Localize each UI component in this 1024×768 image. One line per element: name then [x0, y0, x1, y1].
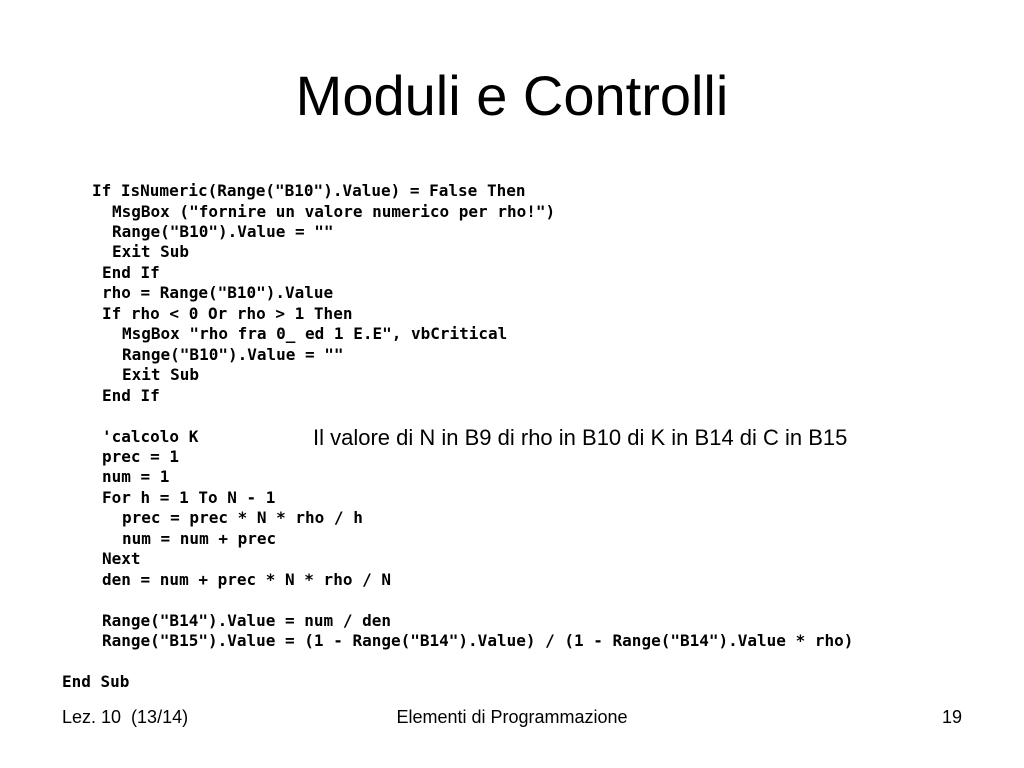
- code-line: Range("B14").Value = num / den: [102, 611, 391, 630]
- footer-lecture-info: Lez. 10 (13/14): [62, 707, 189, 727]
- code-line: rho = Range("B10").Value: [102, 283, 334, 302]
- slide-title: Moduli e Controlli: [295, 64, 729, 127]
- code-line: MsgBox ("fornire un valore numerico per rho!"): [112, 202, 556, 221]
- code-line: End If: [102, 263, 160, 282]
- code-line: Range("B15").Value = (1 - Range("B14").Value) / (1 - Range("B14").Value * rho): [102, 631, 854, 650]
- code-line: MsgBox "rho fra 0_ ed 1 E.E", vbCritical: [122, 324, 508, 343]
- code-line: num = 1: [102, 467, 170, 486]
- footer-course-title: Elementi di Programmazione: [396, 707, 628, 727]
- code-line: End If: [102, 386, 160, 405]
- code-line: If rho < 0 Or rho > 1 Then: [102, 304, 353, 323]
- footer-page-number: 19: [941, 707, 962, 727]
- code-line: den = num + prec * N * rho / N: [102, 570, 391, 589]
- code-line: num = num + prec: [122, 529, 277, 548]
- code-line: For h = 1 To N - 1: [102, 488, 276, 507]
- code-line: 'calcolo K: [102, 427, 199, 446]
- code-line: Exit Sub: [112, 242, 190, 261]
- code-line: Exit Sub: [122, 365, 200, 384]
- code-line: End Sub: [62, 672, 130, 691]
- code-line: If IsNumeric(Range("B10").Value) = False Then: [92, 181, 526, 200]
- code-line: Next: [102, 549, 141, 568]
- cell-reference-note: Il valore di N in B9 di rho in B10 di K in B14 di C in B15: [313, 425, 848, 450]
- code-line: prec = 1: [102, 447, 180, 466]
- code-line: prec = prec * N * rho / h: [122, 508, 363, 527]
- code-line: Range("B10").Value = "": [112, 222, 334, 241]
- code-line: Range("B10").Value = "": [122, 345, 344, 364]
